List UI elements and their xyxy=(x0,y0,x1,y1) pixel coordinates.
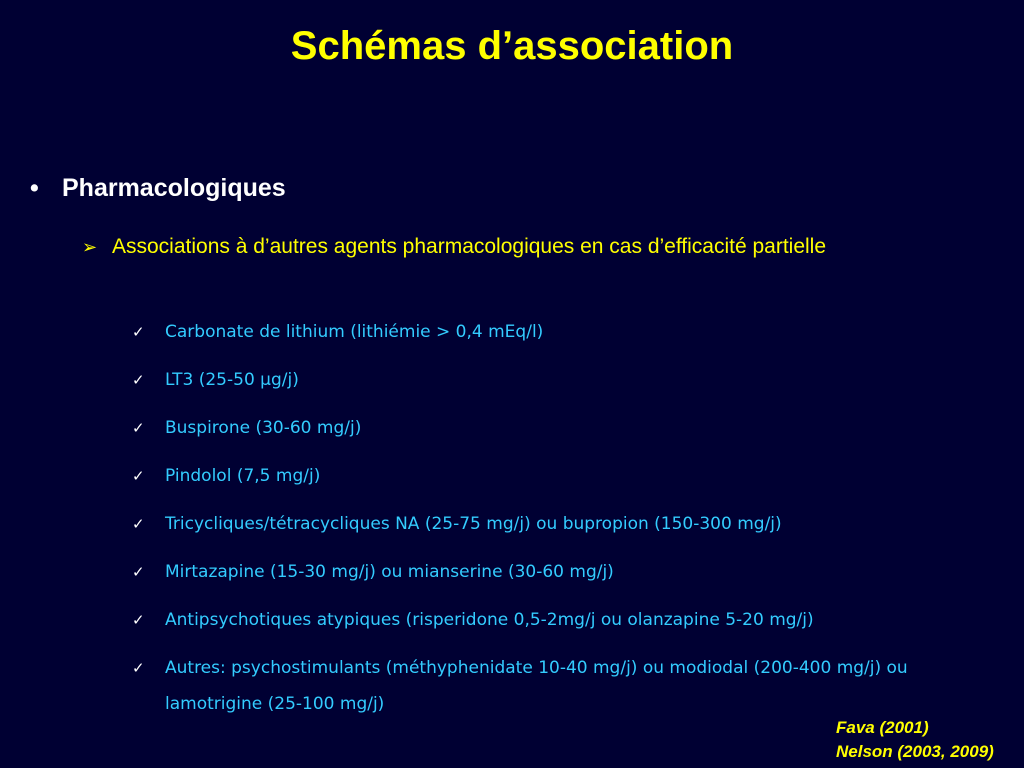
list-item xyxy=(132,506,1012,542)
section-label: Pharmacologiques xyxy=(62,174,286,202)
checkmark-icon: ✓ xyxy=(132,611,145,629)
list-item-text: Tricycliques/tétracycliques NA (25-75 mg/j) ou bupropion (150-300 mg/j) xyxy=(165,514,782,534)
list-item-text: Mirtazapine (15-30 mg/j) ou mianserine (30-60 mg/j) xyxy=(165,562,614,582)
list-item xyxy=(132,650,1012,722)
list-item-text: Carbonate de lithium (lithiémie > 0,4 mEq/l) xyxy=(165,322,544,342)
list-item xyxy=(132,554,1012,590)
list-item-text: Pindolol (7,5 mg/j) xyxy=(165,466,321,486)
checkmark-icon: ✓ xyxy=(132,419,145,437)
checkmark-icon: ✓ xyxy=(132,515,145,533)
bullet-dot-icon: • xyxy=(30,174,39,202)
checkmark-icon: ✓ xyxy=(132,323,145,341)
list-item-text: Autres: psychostimulants (méthyphenidate 10-40 mg/j) ou modiodal (200-400 mg/j) ou lamotrigine (25-100 mg/j) xyxy=(165,658,908,714)
references xyxy=(836,716,994,764)
checkmark-icon: ✓ xyxy=(132,371,145,389)
list-item-text: Buspirone (30-60 mg/j) xyxy=(165,418,362,438)
list-item xyxy=(132,314,1012,350)
checkmark-icon: ✓ xyxy=(132,467,145,485)
section-bullet xyxy=(30,170,286,206)
reference-line: Fava (2001) xyxy=(836,718,929,737)
list-item xyxy=(132,362,1012,398)
medication-list xyxy=(132,314,1012,722)
list-item-text: LT3 (25-50 µg/j) xyxy=(165,370,299,390)
slide-title: Schémas d’association xyxy=(290,24,734,68)
checkmark-icon: ✓ xyxy=(132,563,145,581)
list-item-text: Antipsychotiques atypiques (risperidone 0,5-2mg/j ou olanzapine 5-20 mg/j) xyxy=(165,610,814,630)
list-item xyxy=(132,458,1012,494)
arrow-bullet-icon: ➢ xyxy=(82,237,98,257)
list-item xyxy=(132,602,1012,638)
reference-line: Nelson (2003, 2009) xyxy=(836,742,994,761)
list-item xyxy=(132,410,1012,446)
checkmark-icon: ✓ xyxy=(132,659,145,677)
subsection-bullet xyxy=(82,228,1002,266)
subsection-text: Associations à d’autres agents pharmacologiques en cas d’efficacité partielle xyxy=(112,235,827,258)
